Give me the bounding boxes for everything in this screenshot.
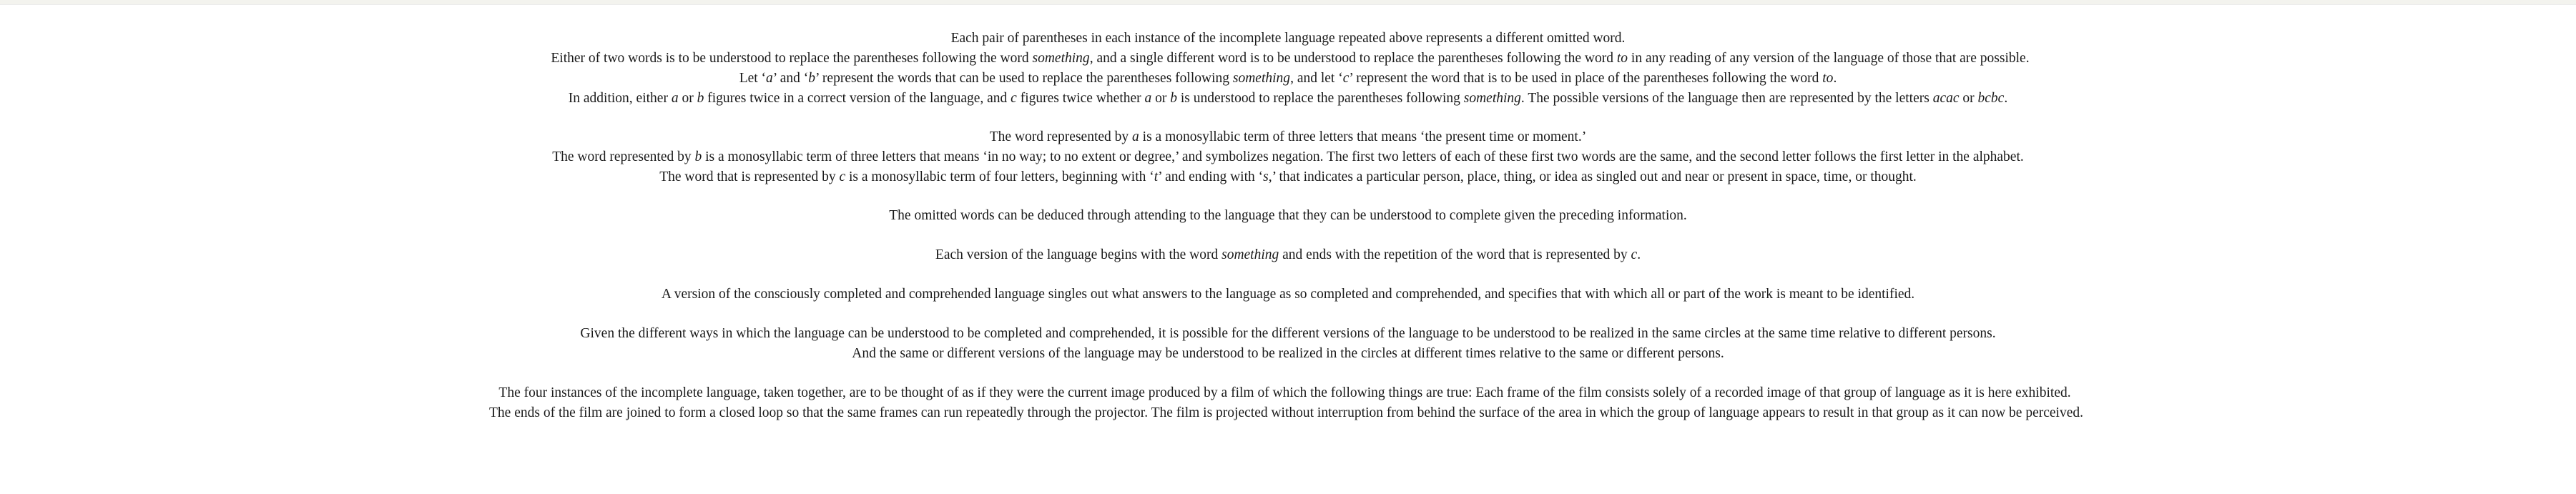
italic-term: something — [1463, 91, 1521, 106]
text-run: or — [678, 91, 697, 106]
text-run: is understood to replace the parentheses following — [1177, 91, 1464, 106]
text-run: and ends with the repetition of the word that is represented by — [1279, 247, 1631, 262]
paragraph-6 — [0, 324, 2576, 364]
italic-term: something — [1032, 51, 1090, 66]
text-run: . — [2004, 91, 2008, 106]
text-run: Let ‘ — [739, 71, 767, 86]
paragraph-5 — [0, 285, 2576, 305]
text-line — [0, 89, 2576, 109]
italic-term: b — [697, 91, 704, 106]
text-line — [0, 206, 2576, 226]
text-run: , and let ‘ — [1290, 71, 1343, 86]
text-run: The word represented by — [989, 129, 1133, 144]
text-line — [0, 29, 2576, 49]
text-line — [0, 147, 2576, 167]
italic-term: a — [1132, 129, 1139, 144]
italic-term: c — [839, 169, 846, 184]
top-strip — [0, 0, 2576, 5]
text-run: ’ and ending with ‘ — [1158, 169, 1264, 184]
text-run: The four instances of the incomplete language, taken together, are to be thought of as if they were the current image produced by a film of which the following things are true: Each frame of the film consists solely of a recorded image of that group of language as it is here exhibited. — [498, 385, 2071, 400]
italic-term: t — [1154, 169, 1159, 184]
text-run: is a monosyllabic term of four letters, beginning with ‘ — [845, 169, 1154, 184]
text-run: . — [1637, 247, 1641, 262]
italic-term: s — [1263, 169, 1269, 184]
text-run: The word that is represented by — [659, 169, 840, 184]
text-line — [0, 285, 2576, 305]
italic-term: something — [1232, 71, 1291, 86]
text-line — [0, 383, 2576, 403]
italic-term: c — [1631, 247, 1638, 262]
text-run: ’ and ‘ — [772, 71, 809, 86]
paragraph-2 — [0, 127, 2576, 187]
text-run: Given the different ways in which the language can be understood to be completed and comprehended, it is possible for the different versions of the language to be understood to be realized in the same circles at the same time relative to different persons. — [580, 326, 1996, 341]
paragraph-7 — [0, 383, 2576, 423]
paragraph-spacer — [0, 364, 2576, 383]
text-run: ’ represent the word that is to be used in place of the parentheses following the word — [1349, 71, 1823, 86]
text-run: Either of two words is to be understood to replace the parentheses following the word — [551, 51, 1033, 66]
paragraph-spacer — [0, 265, 2576, 285]
italic-term: c — [1011, 91, 1017, 106]
text-line — [4, 49, 2576, 69]
paragraph-spacer — [0, 109, 2576, 127]
italic-term: a — [766, 71, 773, 86]
paragraph-spacer — [0, 187, 2576, 206]
text-line — [0, 127, 2576, 147]
text-run: or — [1151, 91, 1171, 106]
document-body — [0, 29, 2576, 423]
text-run: in any reading of any version of the language of those that are possible. — [1628, 51, 2030, 66]
italic-term: c — [1342, 71, 1350, 86]
text-run: . — [1833, 71, 1837, 86]
paragraph-3 — [0, 206, 2576, 226]
text-run: In addition, either — [568, 91, 672, 106]
text-run: A version of the consciously completed and comprehended language singles out what answers to the language as so completed and comprehended, and specifies that with which all or part of the work is meant to be identified. — [661, 287, 1915, 302]
italic-term: b — [808, 71, 815, 86]
text-run: ,’ that indicates a particular person, place, thing, or idea as singled out and near or present in space, time, or thought. — [1268, 169, 1917, 184]
text-run: , and a single different word is to be understood to replace the parentheses following the word — [1089, 51, 1617, 66]
italic-term: something — [1221, 247, 1279, 262]
text-run: Each pair of parentheses in each instance of the incomplete language repeated above represents a different omitted word. — [950, 31, 1626, 46]
text-line — [0, 69, 2576, 89]
text-run: The omitted words can be deduced through attending to the language that they can be understood to complete given the preceding information. — [889, 208, 1687, 223]
italic-term: to — [1822, 71, 1834, 86]
paragraph-spacer — [0, 305, 2576, 324]
text-run: is a monosyllabic term of three letters that means ‘the present time or moment.’ — [1139, 129, 1587, 144]
text-run: And the same or different versions of the language may be understood to be realized in the circles at different times relative to the same or different persons. — [852, 346, 1724, 361]
italic-term: to — [1616, 51, 1628, 66]
italic-term: acac — [1932, 91, 1960, 106]
paragraph-spacer — [0, 226, 2576, 245]
text-run: figures twice in a correct version of the language, and — [704, 91, 1011, 106]
text-run: or — [1959, 91, 1978, 106]
text-line — [0, 167, 2576, 187]
paragraph-1 — [0, 29, 2576, 109]
text-run: is a monosyllabic term of three letters that means ‘in no way; to no extent or degree,’ and symbolizes negation. The first two letters of each of these first two words are the same, and the second letter follows the first letter in the alphabet. — [702, 149, 2024, 164]
text-run: The ends of the film are joined to form a closed loop so that the same frames can run repeatedly through the projector. The film is projected without interruption from behind the surface of the area in which the group of language appears to result in that group as it can now be perceived. — [489, 405, 2083, 420]
italic-term: b — [694, 149, 702, 164]
text-line — [0, 245, 2576, 265]
italic-term: b — [1170, 91, 1178, 106]
text-run: ’ represent the words that can be used to replace the parentheses following — [815, 71, 1233, 86]
text-line — [0, 324, 2576, 344]
italic-term: a — [1144, 91, 1152, 106]
text-line — [0, 403, 2576, 423]
text-run: . The possible versions of the language then are represented by the letters — [1520, 91, 1933, 106]
paragraph-4 — [0, 245, 2576, 265]
text-run: The word represented by — [552, 149, 695, 164]
text-run: figures twice whether — [1016, 91, 1145, 106]
italic-term: bcbc — [1977, 91, 2005, 106]
text-run: Each version of the language begins with the word — [935, 247, 1222, 262]
italic-term: a — [671, 91, 679, 106]
text-line — [0, 344, 2576, 364]
